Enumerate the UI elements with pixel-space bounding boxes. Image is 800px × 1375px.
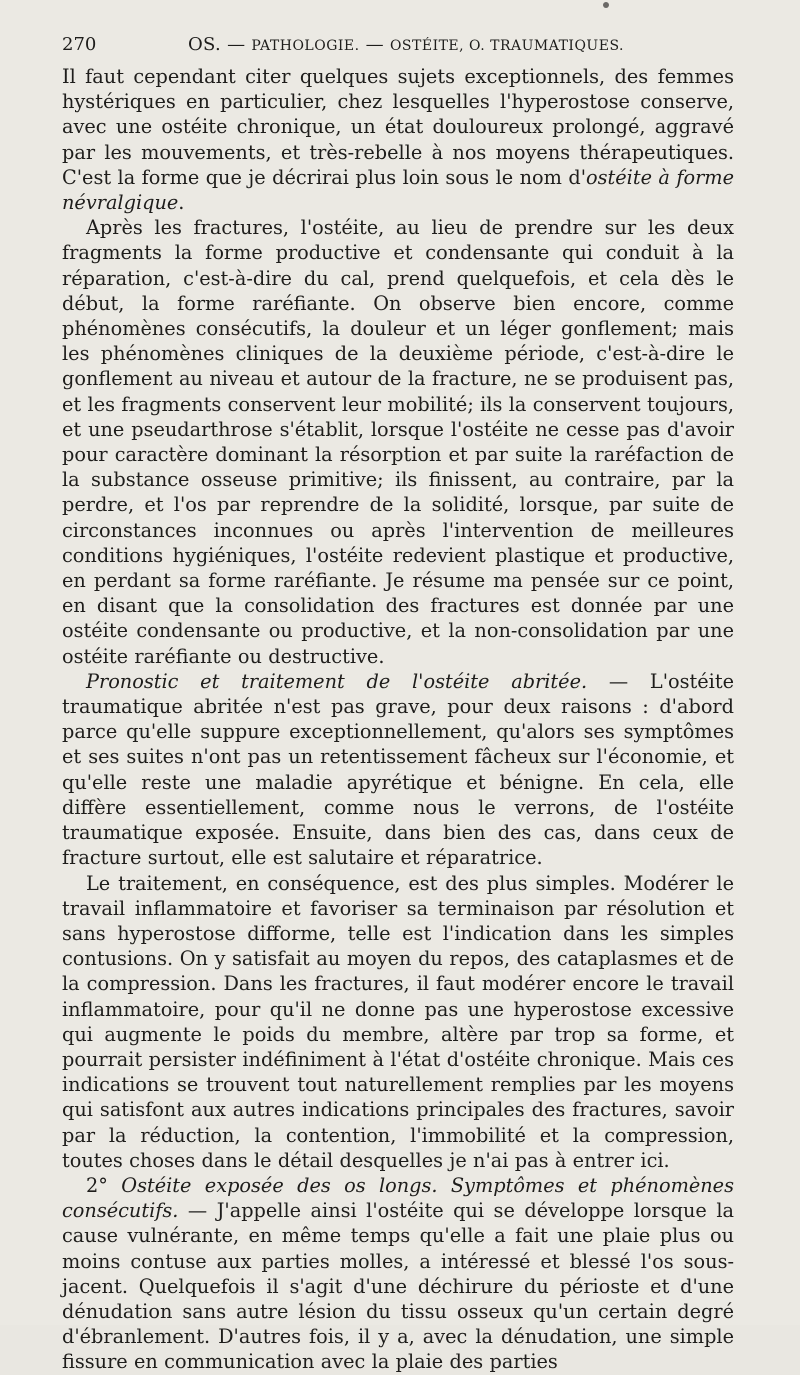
- header-section: OSTÉITE, O. TRAUMATIQUES.: [389, 38, 624, 54]
- paragraph-1-text: Il faut cependant citer quelques sujets exceptionnels, des femmes hystériques en particulier, chez lesquelles l'hyperostose conserve, avec une ostéite chronique, un état douloureux prolongé, aggravé par les mouvements, et très-rebelle à nos moyens thérapeutiques. C'est la forme que je décrirai plus loin sous le nom d': [62, 65, 734, 189]
- paragraph-3: [62, 669, 734, 871]
- paragraph-1: [62, 64, 734, 215]
- page-number: 270: [62, 34, 97, 55]
- paragraph-4-text: Le traitement, en conséquence, est des plus simples. Modérer le travail inflammatoire et favoriser sa terminaison par résolution et sans hyperostose difforme, telle est l'indication dans les simples contusions. On y satisfait au moyen du repos, des cataplasmes et de la compression. Dans les fractures, il faut modérer encore le travail inflammatoire, pour qu'il ne donne pas une hyperostose excessive qui augmente le poids du membre, altère par trop sa forme, et pourrait persister indéfiniment à l'état d'ostéite chronique. Mais ces indications se trouvent tout naturellement remplies par les moyens qui satisfont aux autres indications principales des fractures, savoir par la réduction, la contention, l'immobilité et la compression, toutes choses dans le détail desquelles je n'ai pas à entrer ici.: [62, 871, 734, 1172]
- paragraph-3-text: — L'ostéite traumatique abritée n'est pas grave, pour deux raisons : d'abord parce qu'elle suppure exceptionnellement, qu'alors ses symptômes et ses suites n'ont pas un retentissement fâcheux sur l'économie, et qu'elle reste une maladie apyrétique et bénigne. En cela, elle diffère essentiellement, comme nous le verrons, de l'ostéite traumatique exposée. Ensuite, dans bien des cas, dans ceux de fracture surtout, elle est salutaire et réparatrice.: [62, 669, 734, 870]
- header-dash-1: —: [221, 34, 252, 55]
- page-body: [62, 64, 734, 1375]
- header-os: OS.: [188, 34, 222, 55]
- header-pathologie: PATHOLOGIE.: [251, 38, 360, 54]
- paragraph-2-text: Après les fractures, l'ostéite, au lieu de prendre sur les deux fragments la forme productive et condensante qui conduit à la réparation, c'est-à-dire du cal, prend quelquefois, et cela dès le début, la forme raréfiante. On observe bien encore, comme phénomènes consécutifs, la douleur et un léger gonflement; mais les phénomènes cliniques de la deuxième période, c'est-à-dire le gonflement au niveau et autour de la fracture, ne se produisent pas, et les fragments conservent leur mobilité; ils la conservent toujours, et une pseudarthrose s'établit, lorsque l'ostéite ne cesse pas d'avoir pour caractère dominant la résorption et par suite la raréfaction de la substance osseuse primitive; ils finissent, au contraire, par la perdre, et l'os par reprendre de la solidité, lorsque, par suite de circonstances inconnues ou après l'intervention de meilleures conditions hygiéniques, l'ostéite redevient plastique et productive, en perdant sa forme raréfiante. Je résume ma pensée sur ce point, en disant que la consolidation des fractures est donnée par une ostéite condensante ou productive, et la non-consolidation par une ostéite raréfiante ou destructive.: [62, 216, 734, 668]
- ink-spot: [603, 2, 609, 8]
- running-header: [62, 32, 738, 58]
- paragraph-4: [62, 871, 734, 1173]
- paragraph-5-heading: Ostéite exposée des os longs. Symptômes et phénomènes consécutifs.: [62, 1173, 734, 1223]
- paragraph-1-tail: .: [178, 191, 185, 215]
- running-title: [188, 32, 624, 59]
- paragraph-5-text: — J'appelle ainsi l'ostéite qui se développe lorsque la cause vulnérante, en même temps qu'elle a fait une plaie plus ou moins contuse aux parties molles, a intéressé et blessé l'os sous-jacent. Quelquefois il s'agit d'une déchirure du périoste et d'une dénudation sans autre lésion du tissu osseux qu'un certain degré d'ébranlement. D'autres fois, il y a, avec la dénudation, une simple fissure en communication avec la plaie des parties: [62, 1199, 734, 1374]
- paragraph-5: [62, 1173, 734, 1375]
- paragraph-5-lead: 2°: [86, 1173, 122, 1197]
- paragraph-3-heading: Pronostic et traitement de l'ostéite abritée.: [86, 669, 588, 693]
- paragraph-1-italic: ostéite à forme névralgique: [62, 165, 735, 215]
- paragraph-2: [62, 215, 734, 669]
- header-dash-2: —: [359, 34, 390, 55]
